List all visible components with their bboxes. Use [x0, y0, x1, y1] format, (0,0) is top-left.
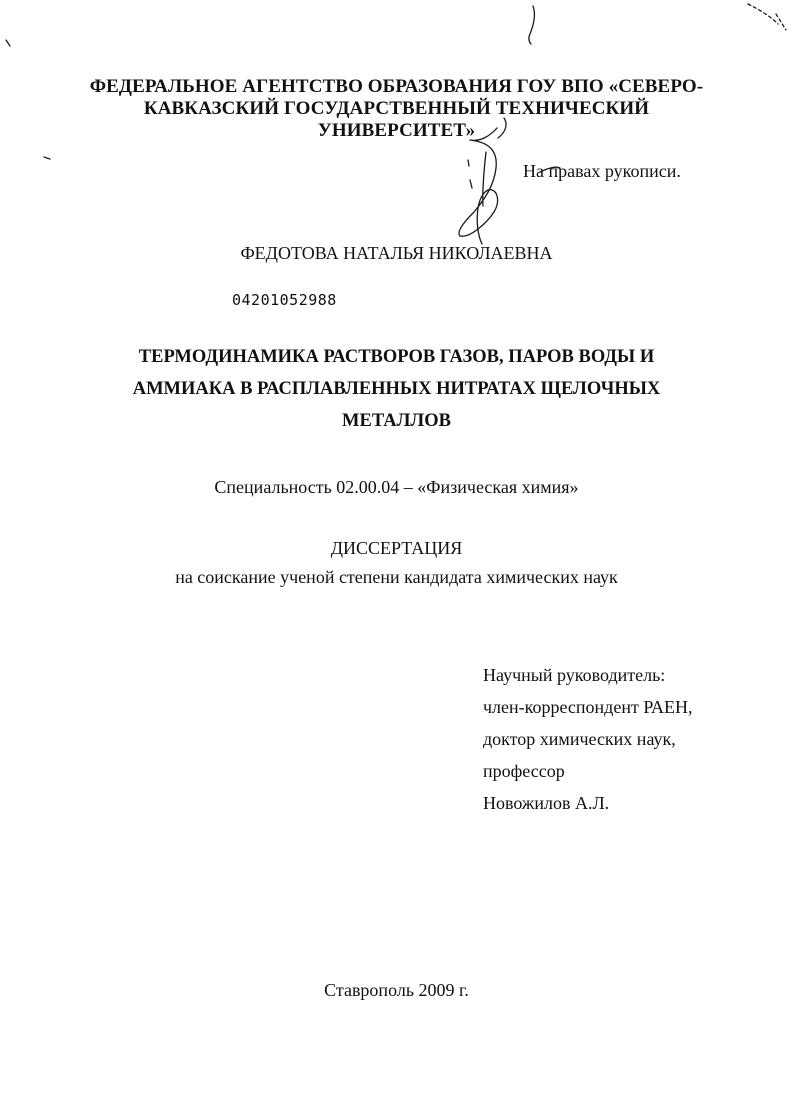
author-name: ФЕДОТОВА НАТАЛЬЯ НИКОЛАЕВНА [240, 243, 553, 263]
document-type-heading: ДИССЕРТАЦИЯ [330, 538, 463, 558]
advisor-position-1: член-корреспондент РАЕН, [483, 697, 693, 717]
place-and-year: Ставрополь 2009 г. [324, 980, 469, 1000]
manuscript-rights: На правах рукописи. [523, 161, 681, 181]
speciality: Специальность 02.00.04 – «Физическая химия» [214, 477, 579, 497]
org-line-1: ФЕДЕРАЛЬНОЕ АГЕНТСТВО ОБРАЗОВАНИЯ ГОУ ВПО «СЕВЕРО- [89, 76, 704, 97]
title-line-3: МЕТАЛЛОВ [342, 411, 451, 431]
advisor-name: Новожилов А.Л. [483, 793, 610, 813]
title-line-2: АММИАКА В РАСПЛАВЛЕННЫХ НИТРАТАХ ЩЕЛОЧНЫХ [132, 379, 661, 399]
library-code: 04201052988 [232, 291, 337, 309]
document-type-subheading: на соискание ученой степени кандидата химических наук [175, 567, 618, 587]
advisor-label: Научный руководитель: [483, 665, 666, 685]
title-line-1: ТЕРМОДИНАМИКА РАСТВОРОВ ГАЗОВ, ПАРОВ ВОДЫ И [138, 347, 655, 367]
org-line-3: УНИВЕРСИТЕТ» [317, 120, 476, 141]
advisor-position-2: доктор химических наук, [483, 729, 676, 749]
org-line-2: КАВКАЗСКИЙ ГОСУДАРСТВЕННЫЙ ТЕХНИЧЕСКИЙ [143, 98, 650, 119]
advisor-position-3: профессор [483, 761, 565, 781]
